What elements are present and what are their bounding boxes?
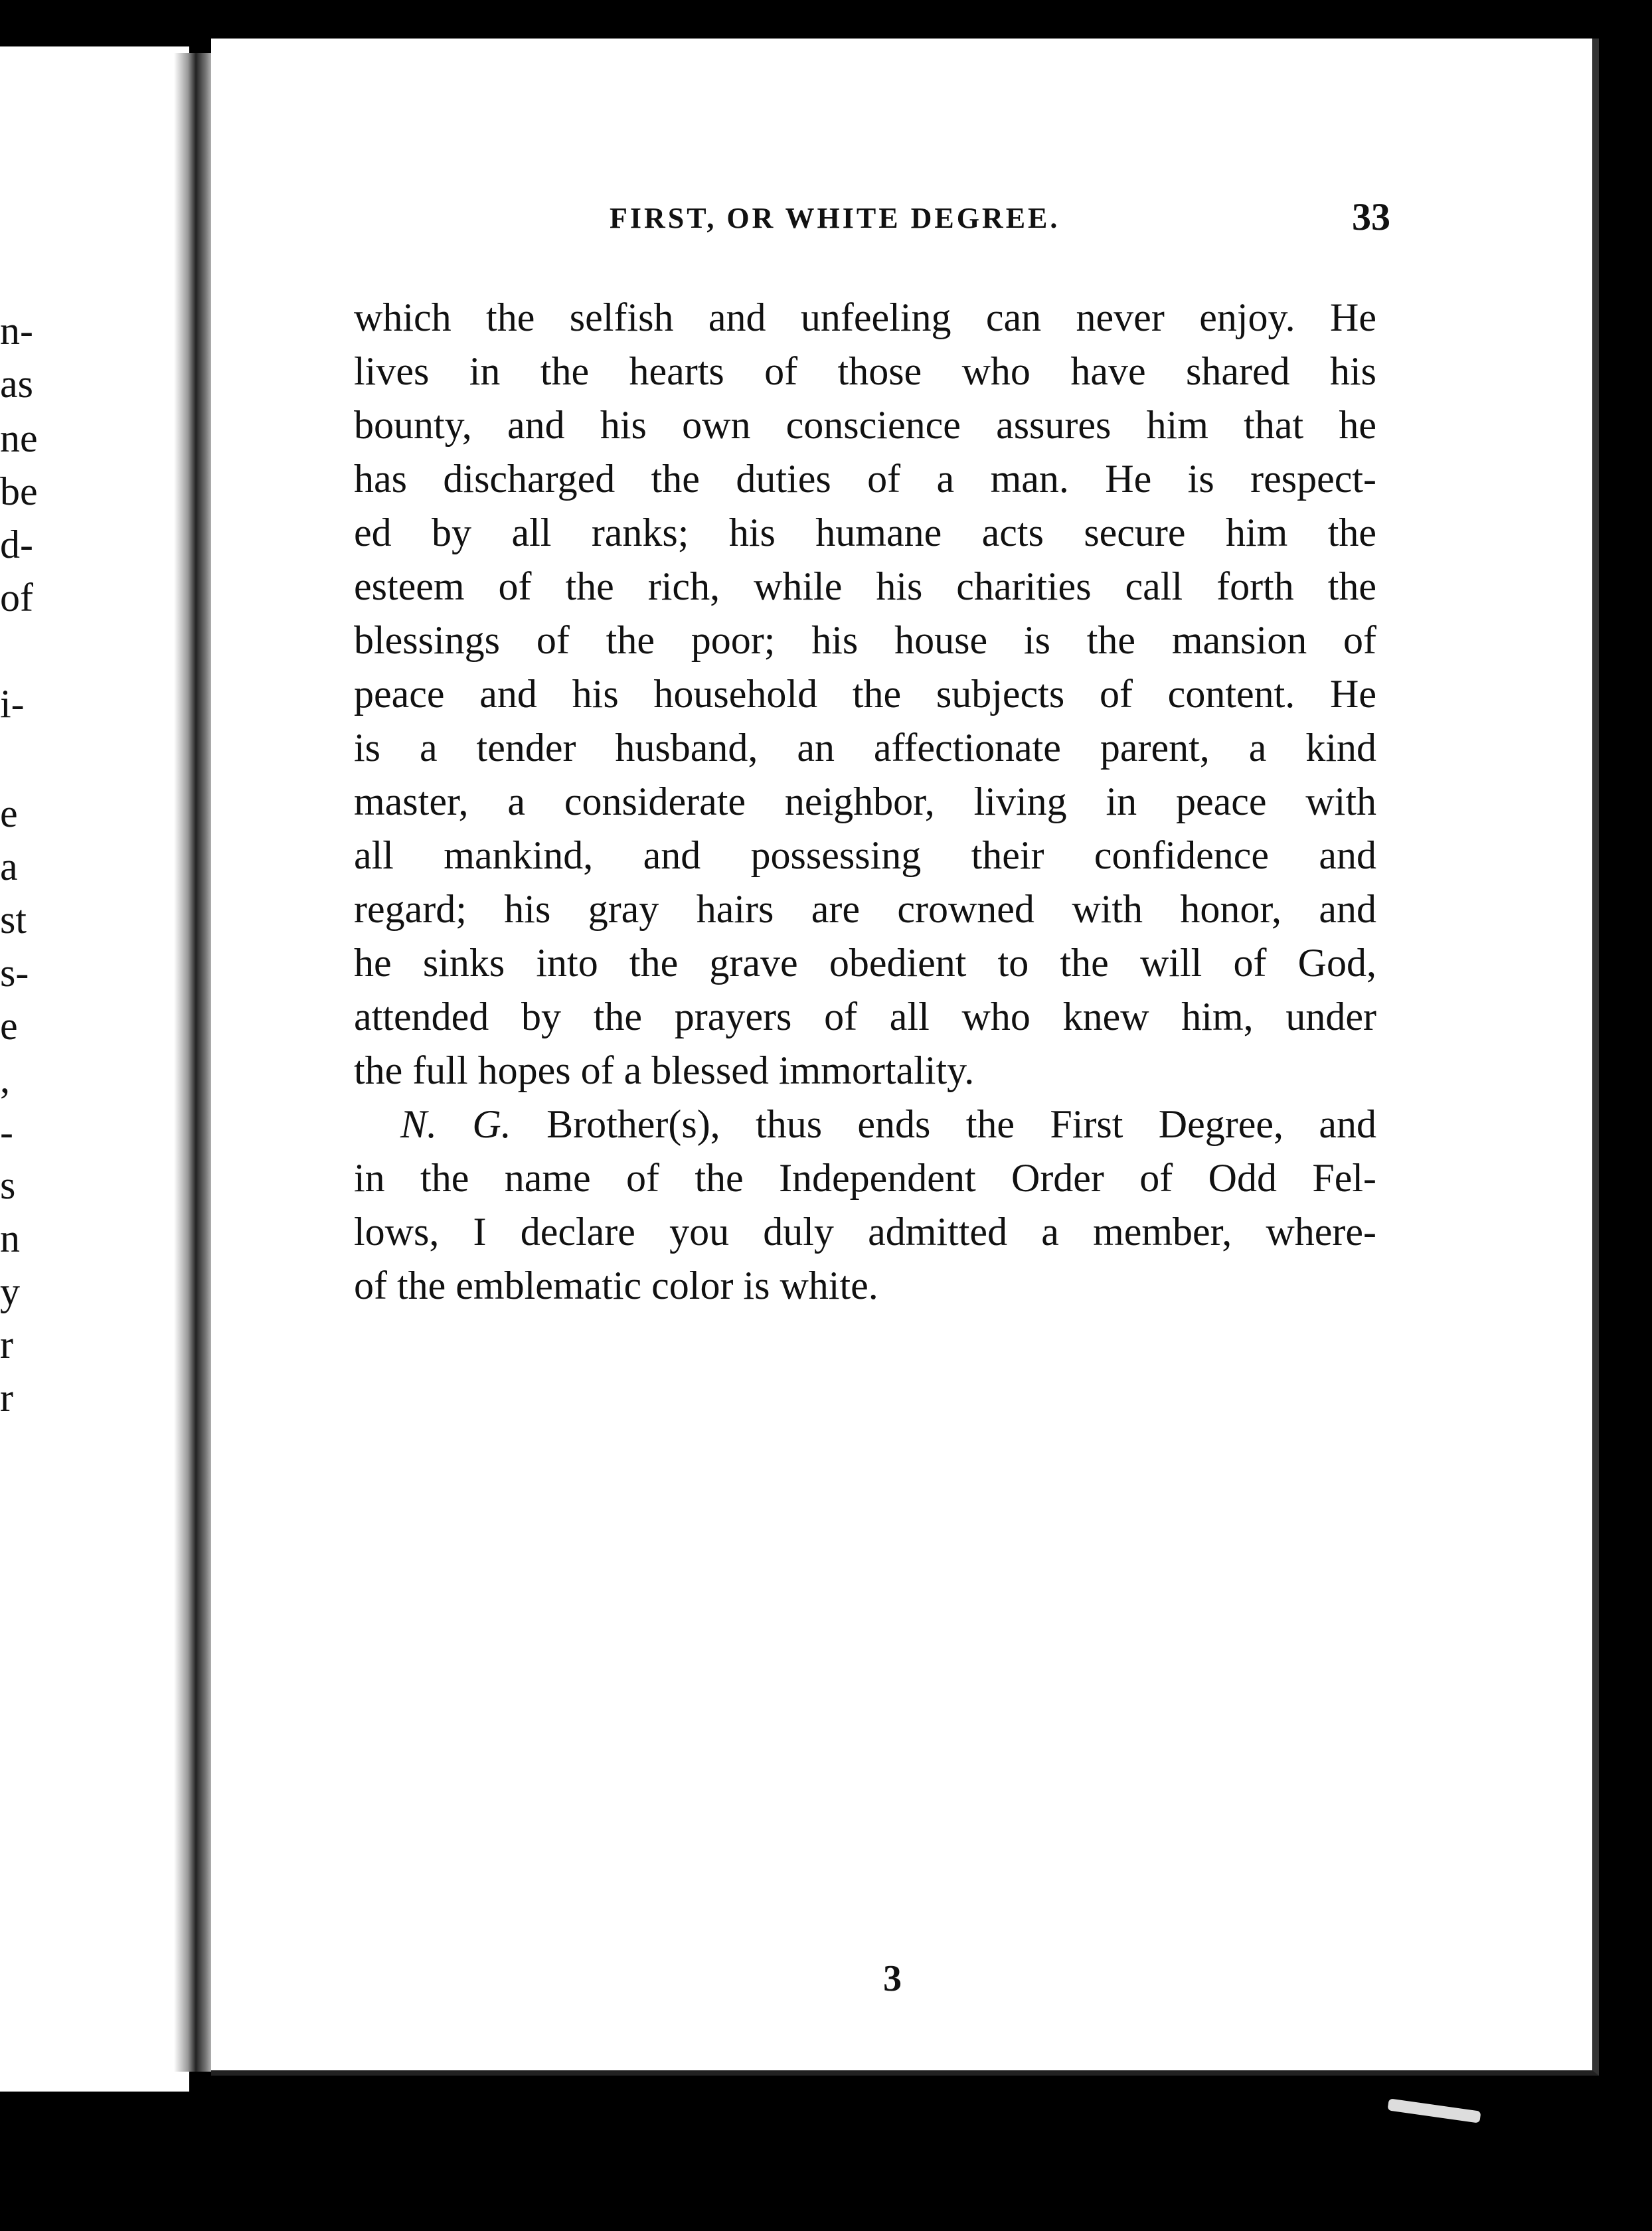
book-gutter — [174, 53, 214, 2072]
text-line: all mankind, and possessing their confidence and — [354, 833, 1376, 877]
scan-artifact — [1387, 2098, 1481, 2123]
closing-line: in the name of the Independent Order of Odd Fel- — [354, 1156, 1376, 1200]
text-line: ed by all ranks; his humane acts secure him the — [354, 511, 1376, 554]
text-line: the full hopes of a blessed immortality. — [354, 1048, 975, 1092]
facing-page-fragment: r — [0, 1323, 13, 1366]
text-line: attended by the prayers of all who knew him, under — [354, 995, 1376, 1038]
facing-page-fragment: s — [0, 1163, 16, 1207]
text-line: master, a considerate neighbor, living in peace with — [354, 780, 1376, 823]
text-line: he sinks into the grave obedient to the will of God, — [354, 941, 1376, 985]
facing-page-fragment: ne — [0, 416, 38, 460]
facing-page-fragment: d- — [0, 523, 33, 566]
facing-page-fragment: e — [0, 1004, 18, 1048]
facing-page-fragment: n- — [0, 309, 33, 353]
facing-page-fragment: s- — [0, 951, 29, 995]
closing-line: of the emblematic color is white. — [354, 1264, 878, 1307]
facing-page-fragment: n — [0, 1216, 20, 1260]
facing-page-fragment: e — [0, 791, 18, 835]
signature-mark: 3 — [883, 1958, 902, 1999]
facing-page-fragment: - — [0, 1110, 13, 1154]
body-text — [354, 291, 1376, 1313]
facing-page-fragment: i- — [0, 682, 25, 726]
closing-first-line — [354, 1098, 1376, 1151]
closing-line: lows, I declare you duly admitted a member, where- — [354, 1210, 1376, 1254]
text-line: esteem of the rich, while his charities call forth the — [354, 564, 1376, 608]
facing-page-fragment: y — [0, 1270, 20, 1313]
text-line: regard; his gray hairs are crowned with honor, and — [354, 887, 1376, 931]
facing-page-fragment: of — [0, 576, 33, 620]
speaker-label: N. G. — [400, 1102, 511, 1146]
running-head-title: FIRST, OR WHITE DEGREE. — [610, 202, 1060, 234]
facing-page-fragment: as — [0, 362, 33, 406]
text-line: has discharged the duties of a man. He is respect- — [354, 457, 1376, 501]
text-line: lives in the hearts of those who have shared his — [354, 349, 1376, 393]
facing-page-fragment: a — [0, 845, 18, 888]
facing-page-fragment: , — [0, 1057, 10, 1101]
facing-page-fragment: st — [0, 898, 27, 942]
running-head — [211, 195, 1592, 248]
text-line: is a tender husband, an affectionate parent, a kind — [354, 726, 1376, 770]
text-line: peace and his household the subjects of content. He — [354, 672, 1376, 716]
closing-line-text: Brother(s), thus ends the First Degree, and — [546, 1102, 1376, 1146]
page-number: 33 — [1352, 195, 1390, 238]
facing-page-fragment: r — [0, 1376, 13, 1420]
facing-page-fragment: be — [0, 469, 38, 513]
book-page — [211, 39, 1599, 2076]
text-line: blessings of the poor; his house is the mansion of — [354, 618, 1376, 662]
text-line: bounty, and his own conscience assures him that he — [354, 403, 1376, 447]
facing-page — [0, 46, 189, 2092]
text-line: which the selfish and unfeeling can never enjoy. He — [354, 295, 1376, 339]
